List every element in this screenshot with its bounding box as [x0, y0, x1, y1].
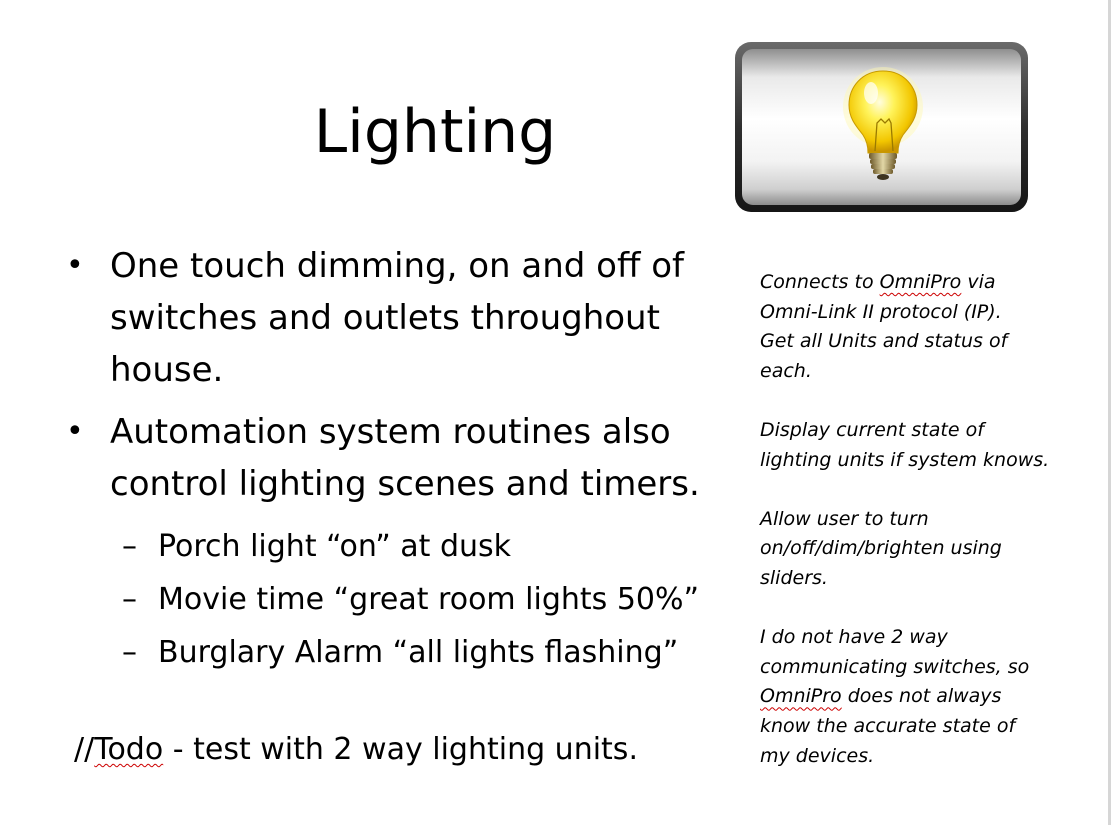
note-text: Allow user to turn [760, 507, 929, 530]
note-text: does not always [841, 685, 1002, 708]
dash-marker: – [122, 582, 137, 617]
note-paragraph-sliders [760, 505, 1080, 594]
bullet-item-dimming [64, 240, 724, 396]
bullet-item-automation [64, 406, 724, 510]
slide-title: Lighting [313, 97, 557, 167]
note-text: my devices. [760, 744, 875, 767]
bullet-line: One touch dimming, on and off of [110, 246, 684, 286]
todo-keyword: Todo [94, 732, 164, 767]
sub-item-burglary-alarm [64, 626, 724, 679]
sub-item-text: Porch light “on” at dusk [158, 529, 512, 564]
note-paragraph-display [760, 416, 1080, 475]
note-text: I do not have 2 way [760, 626, 948, 649]
note-text: communicating switches, so [760, 655, 1030, 678]
bullet-line: house. [110, 350, 224, 390]
sub-item-movie-time [64, 573, 724, 626]
bullet-marker: • [66, 414, 84, 449]
todo-prefix: // [74, 732, 95, 767]
bullet-line: control lighting scenes and timers. [110, 464, 700, 504]
note-text: via [961, 271, 996, 293]
bullet-line: switches and outlets throughout [110, 298, 660, 338]
note-text: lighting units if system knows. [760, 448, 1050, 471]
bullet-line: Automation system routines also [110, 412, 671, 452]
sub-item-text: Movie time “great room lights 50%” [158, 582, 700, 617]
note-paragraph-two-way [760, 623, 1080, 771]
note-paragraph-omnipro [760, 268, 1080, 386]
note-text: Omni-Link II protocol (IP). [760, 300, 1002, 323]
note-text: Get all Units and status of [760, 330, 1008, 353]
note-keyword: OmniPro [760, 685, 842, 708]
dash-marker: – [122, 635, 137, 670]
sub-item-text: Burglary Alarm “all lights flashing” [158, 635, 679, 670]
light-bulb-button[interactable] [734, 41, 1029, 213]
note-text: know the accurate state of [760, 714, 1016, 737]
note-text: on/off/dim/brighten using [760, 537, 1002, 560]
note-text: sliders. [760, 566, 828, 589]
speaker-notes [760, 268, 1080, 801]
todo-note [74, 728, 638, 772]
note-keyword: OmniPro [879, 271, 962, 293]
note-text: Display current state of [760, 418, 984, 441]
bullet-marker: • [66, 248, 84, 283]
note-text: each. [760, 359, 812, 382]
todo-text: - test with 2 way lighting units. [163, 732, 638, 767]
dash-marker: – [122, 529, 137, 564]
sub-item-porch-light [64, 520, 724, 573]
note-text: Connects to [760, 271, 880, 293]
bullet-list [64, 240, 724, 679]
